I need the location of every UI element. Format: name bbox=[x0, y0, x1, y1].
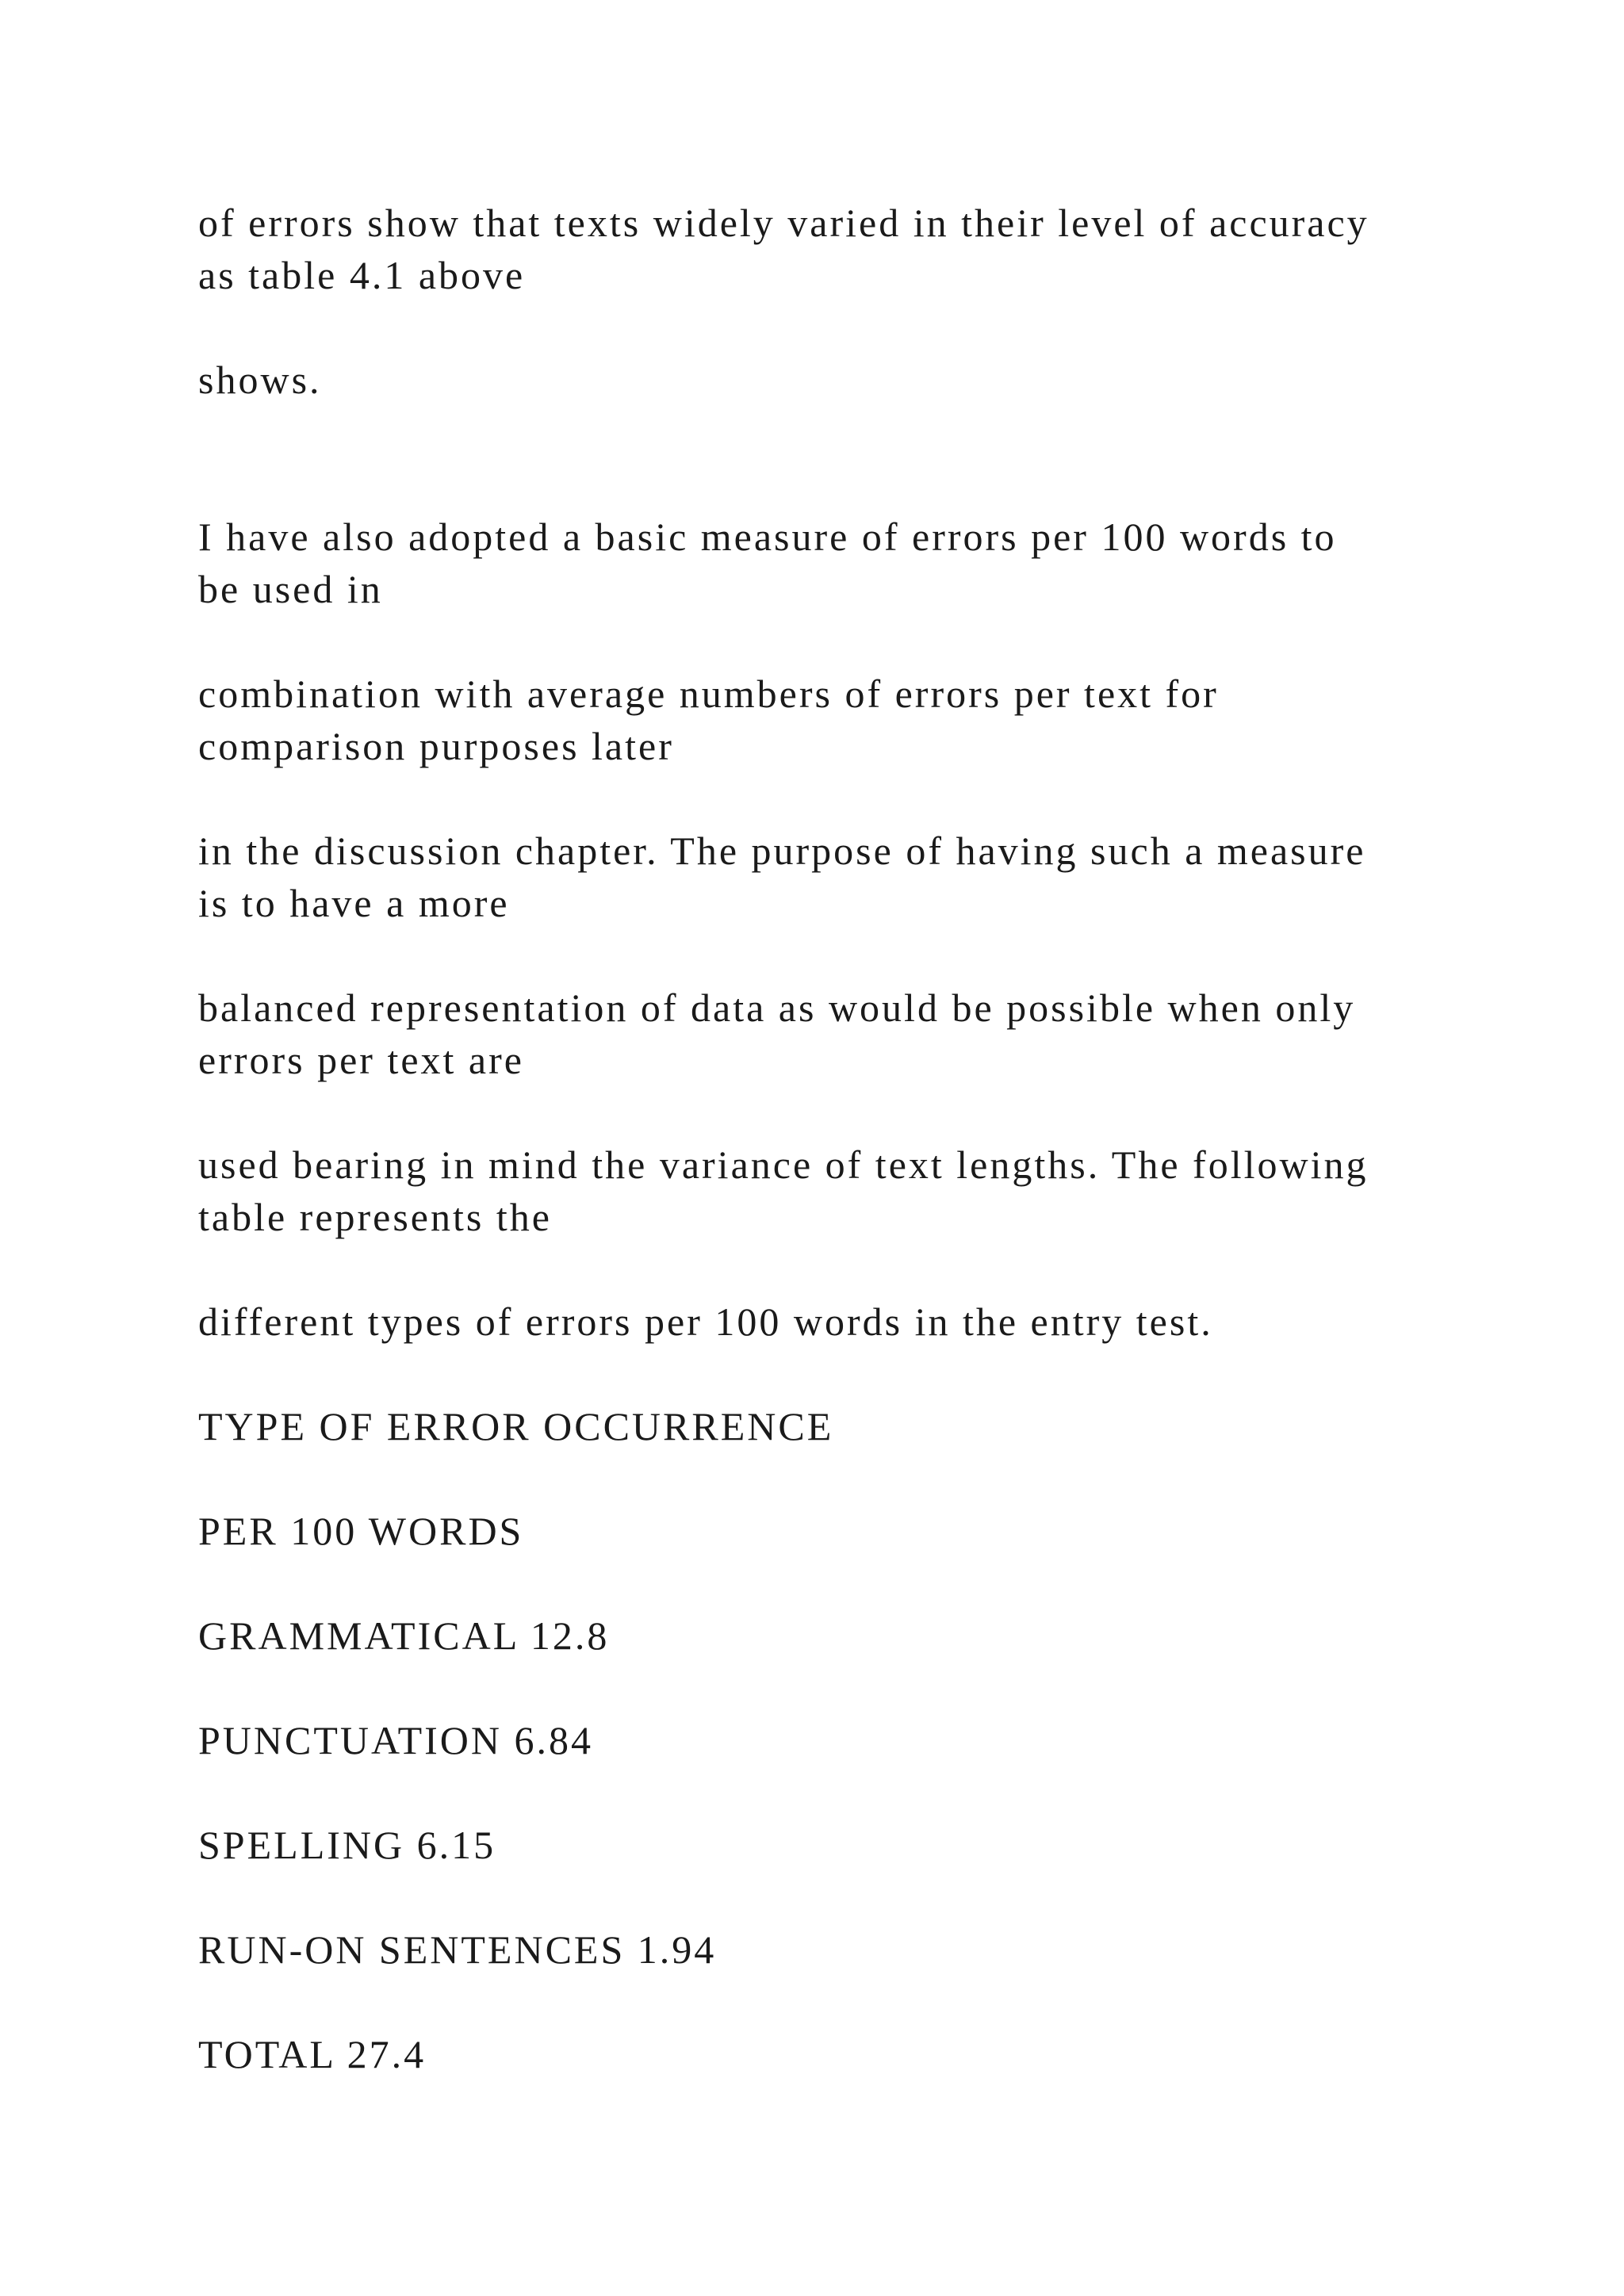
table-cell-type: PUNCTUATION bbox=[198, 1718, 502, 1762]
table-cell-value: 6.15 bbox=[416, 1823, 496, 1867]
table-row-total bbox=[198, 2028, 426, 2080]
table-row-run-on-sentences bbox=[198, 1923, 716, 1976]
table-row-punctuation bbox=[198, 1714, 593, 1766]
table-cell-value: 27.4 bbox=[347, 2032, 427, 2076]
paragraph-5-line-2: is to have a more bbox=[198, 881, 510, 925]
paragraph-5-line-1: in the discussion chapter. The purpose of having such a measure bbox=[198, 828, 1366, 873]
table-header-occurrence: PER 100 WORDS bbox=[198, 1509, 524, 1553]
table-cell-value: 1.94 bbox=[637, 1927, 717, 1972]
paragraph-2-line-1: shows. bbox=[198, 358, 322, 402]
paragraph-7-line-1: used bearing in mind the variance of text lengths. The following bbox=[198, 1142, 1369, 1187]
paragraph-3-line-2: be used in bbox=[198, 567, 383, 611]
paragraph-4-line-1: combination with average numbers of errors per text for bbox=[198, 672, 1219, 716]
table-cell-type: GRAMMATICAL bbox=[198, 1613, 519, 1658]
paragraph-6-line-2: errors per text are bbox=[198, 1038, 524, 1082]
table-cell-type: SPELLING bbox=[198, 1823, 405, 1867]
table-cell-value: 12.8 bbox=[530, 1613, 610, 1658]
table-header-type: TYPE OF ERROR OCCURRENCE bbox=[198, 1404, 834, 1448]
paragraph-1-line-1: of errors show that texts widely varied in their level of accuracy bbox=[198, 201, 1369, 245]
table-row-spelling bbox=[198, 1819, 496, 1871]
paragraph-4-line-2: comparison purposes later bbox=[198, 724, 674, 768]
table-cell-type: TOTAL bbox=[198, 2032, 335, 2076]
table-cell-value: 6.84 bbox=[514, 1718, 593, 1762]
paragraph-8-line-1: different types of errors per 100 words in the entry test. bbox=[198, 1299, 1213, 1344]
paragraph-6-line-1: balanced representation of data as would be possible when only bbox=[198, 985, 1356, 1030]
paragraph-1-line-2: as table 4.1 above bbox=[198, 253, 526, 297]
paragraph-7-line-2: table represents the bbox=[198, 1195, 552, 1239]
paragraph-3-line-1: I have also adopted a basic measure of errors per 100 words to bbox=[198, 515, 1337, 559]
table-row-grammatical bbox=[198, 1609, 609, 1662]
table-cell-type: RUN-ON SENTENCES bbox=[198, 1927, 626, 1972]
